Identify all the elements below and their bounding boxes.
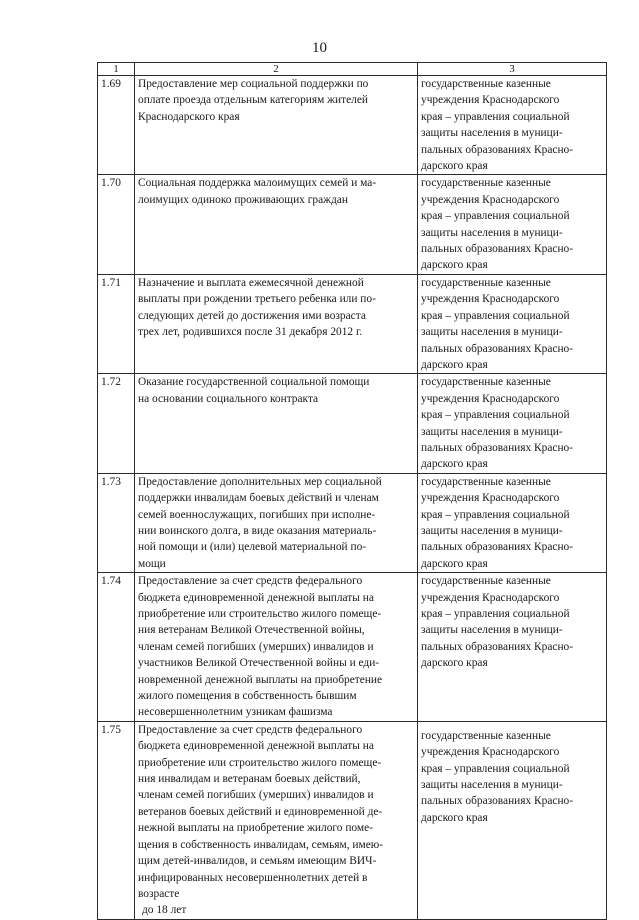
service-description-text: Предоставление за счет средств федерального бюджета единовременной денежной выплаты на приобретение или строительство жилого помеще- ния инвалидам и ветеранам боевых действий, членам семей погибших (умерших) инвалидов и ветеранов боевых действий и единовременной де- нежной выплаты на приобретение жилого поме- щения в собственность инвалидам, семьям, имею- щим детей-инвалидов, и семьям имеющим ВИЧ- инфицированных несовершеннолетних детей в возрасте: [138, 723, 384, 900]
row-number: 1.74: [98, 573, 135, 722]
table-row: [98, 573, 607, 722]
services-table: [97, 62, 607, 920]
service-description-last-line: до 18 лет: [142, 904, 187, 917]
row-number: 1.72: [98, 374, 135, 473]
row-number: 1.71: [98, 274, 135, 373]
header-col-3: 3: [418, 63, 607, 76]
service-description: Предоставление за счет средств федерального бюджета единовременной денежной выплаты на приобретение или строительство жилого помеще- ния ветеранам Великой Отечественной войны, членам семей погибших (умерших) инвалидов и участников Великой Отечественной войны и еди- новременной денежной выплаты на приобретение жилого помещения в собственность бывшим несовершеннолетним узникам фашизма: [135, 573, 418, 722]
responsible-organization: государственные казенные учреждения Краснодарского края – управления социальной защиты населения в муници- пальных образованиях Красно- дарского края: [418, 175, 607, 274]
header-col-1: 1: [98, 63, 135, 76]
service-description: Предоставление мер социальной поддержки по оплате проезда отдельным категориям жителей Краснодарского края: [135, 76, 418, 175]
row-number: 1.75: [98, 721, 135, 919]
service-description: Оказание государственной социальной помощи на основании социального контракта: [135, 374, 418, 473]
table-row: [98, 76, 607, 175]
responsible-organization-text: государственные казенные учреждения Краснодарского края – управления социальной защиты населения в муници- пальных образованиях Красно- дарского края: [421, 729, 574, 824]
table-row: [98, 274, 607, 373]
table-row: [98, 721, 607, 919]
row-number: 1.69: [98, 76, 135, 175]
table-header-row: [98, 63, 607, 76]
table-row: [98, 374, 607, 473]
responsible-organization: государственные казенные учреждения Краснодарского края – управления социальной защиты населения в муници- пальных образованиях Красно- дарского края: [418, 473, 607, 572]
service-description: Назначение и выплата ежемесячной денежной выплаты при рождении третьего ребенка или по- следующих детей до достижения ими возраста трех лет, родившихся после 31 декабря 2012 г.: [135, 274, 418, 373]
responsible-organization: государственные казенные учреждения Краснодарского края – управления социальной защиты населения в муници- пальных образованиях Красно- дарского края: [418, 76, 607, 175]
responsible-organization: государственные казенные учреждения Краснодарского края – управления социальной защиты населения в муници- пальных образованиях Красно- дарского края: [418, 573, 607, 722]
responsible-organization: [418, 721, 607, 919]
responsible-organization: государственные казенные учреждения Краснодарского края – управления социальной защиты населения в муници- пальных образованиях Красно- дарского края: [418, 374, 607, 473]
service-description: Социальная поддержка малоимущих семей и ма- лоимущих одиноко проживающих граждан: [135, 175, 418, 274]
table-row: [98, 473, 607, 572]
table-row: [98, 175, 607, 274]
header-col-2: 2: [135, 63, 418, 76]
service-description: Предоставление дополнительных мер социальной поддержки инвалидам боевых действий и членам семей военнослужащих, погибших при исполне- нии воинского долга, в виде оказания материаль- ной помощи и (или) целевой материальной по- мощи: [135, 473, 418, 572]
responsible-organization: государственные казенные учреждения Краснодарского края – управления социальной защиты населения в муници- пальных образованиях Красно- дарского края: [418, 274, 607, 373]
row-number: 1.73: [98, 473, 135, 572]
service-description: [135, 721, 418, 919]
page-number: 10: [312, 40, 327, 56]
row-number: 1.70: [98, 175, 135, 274]
